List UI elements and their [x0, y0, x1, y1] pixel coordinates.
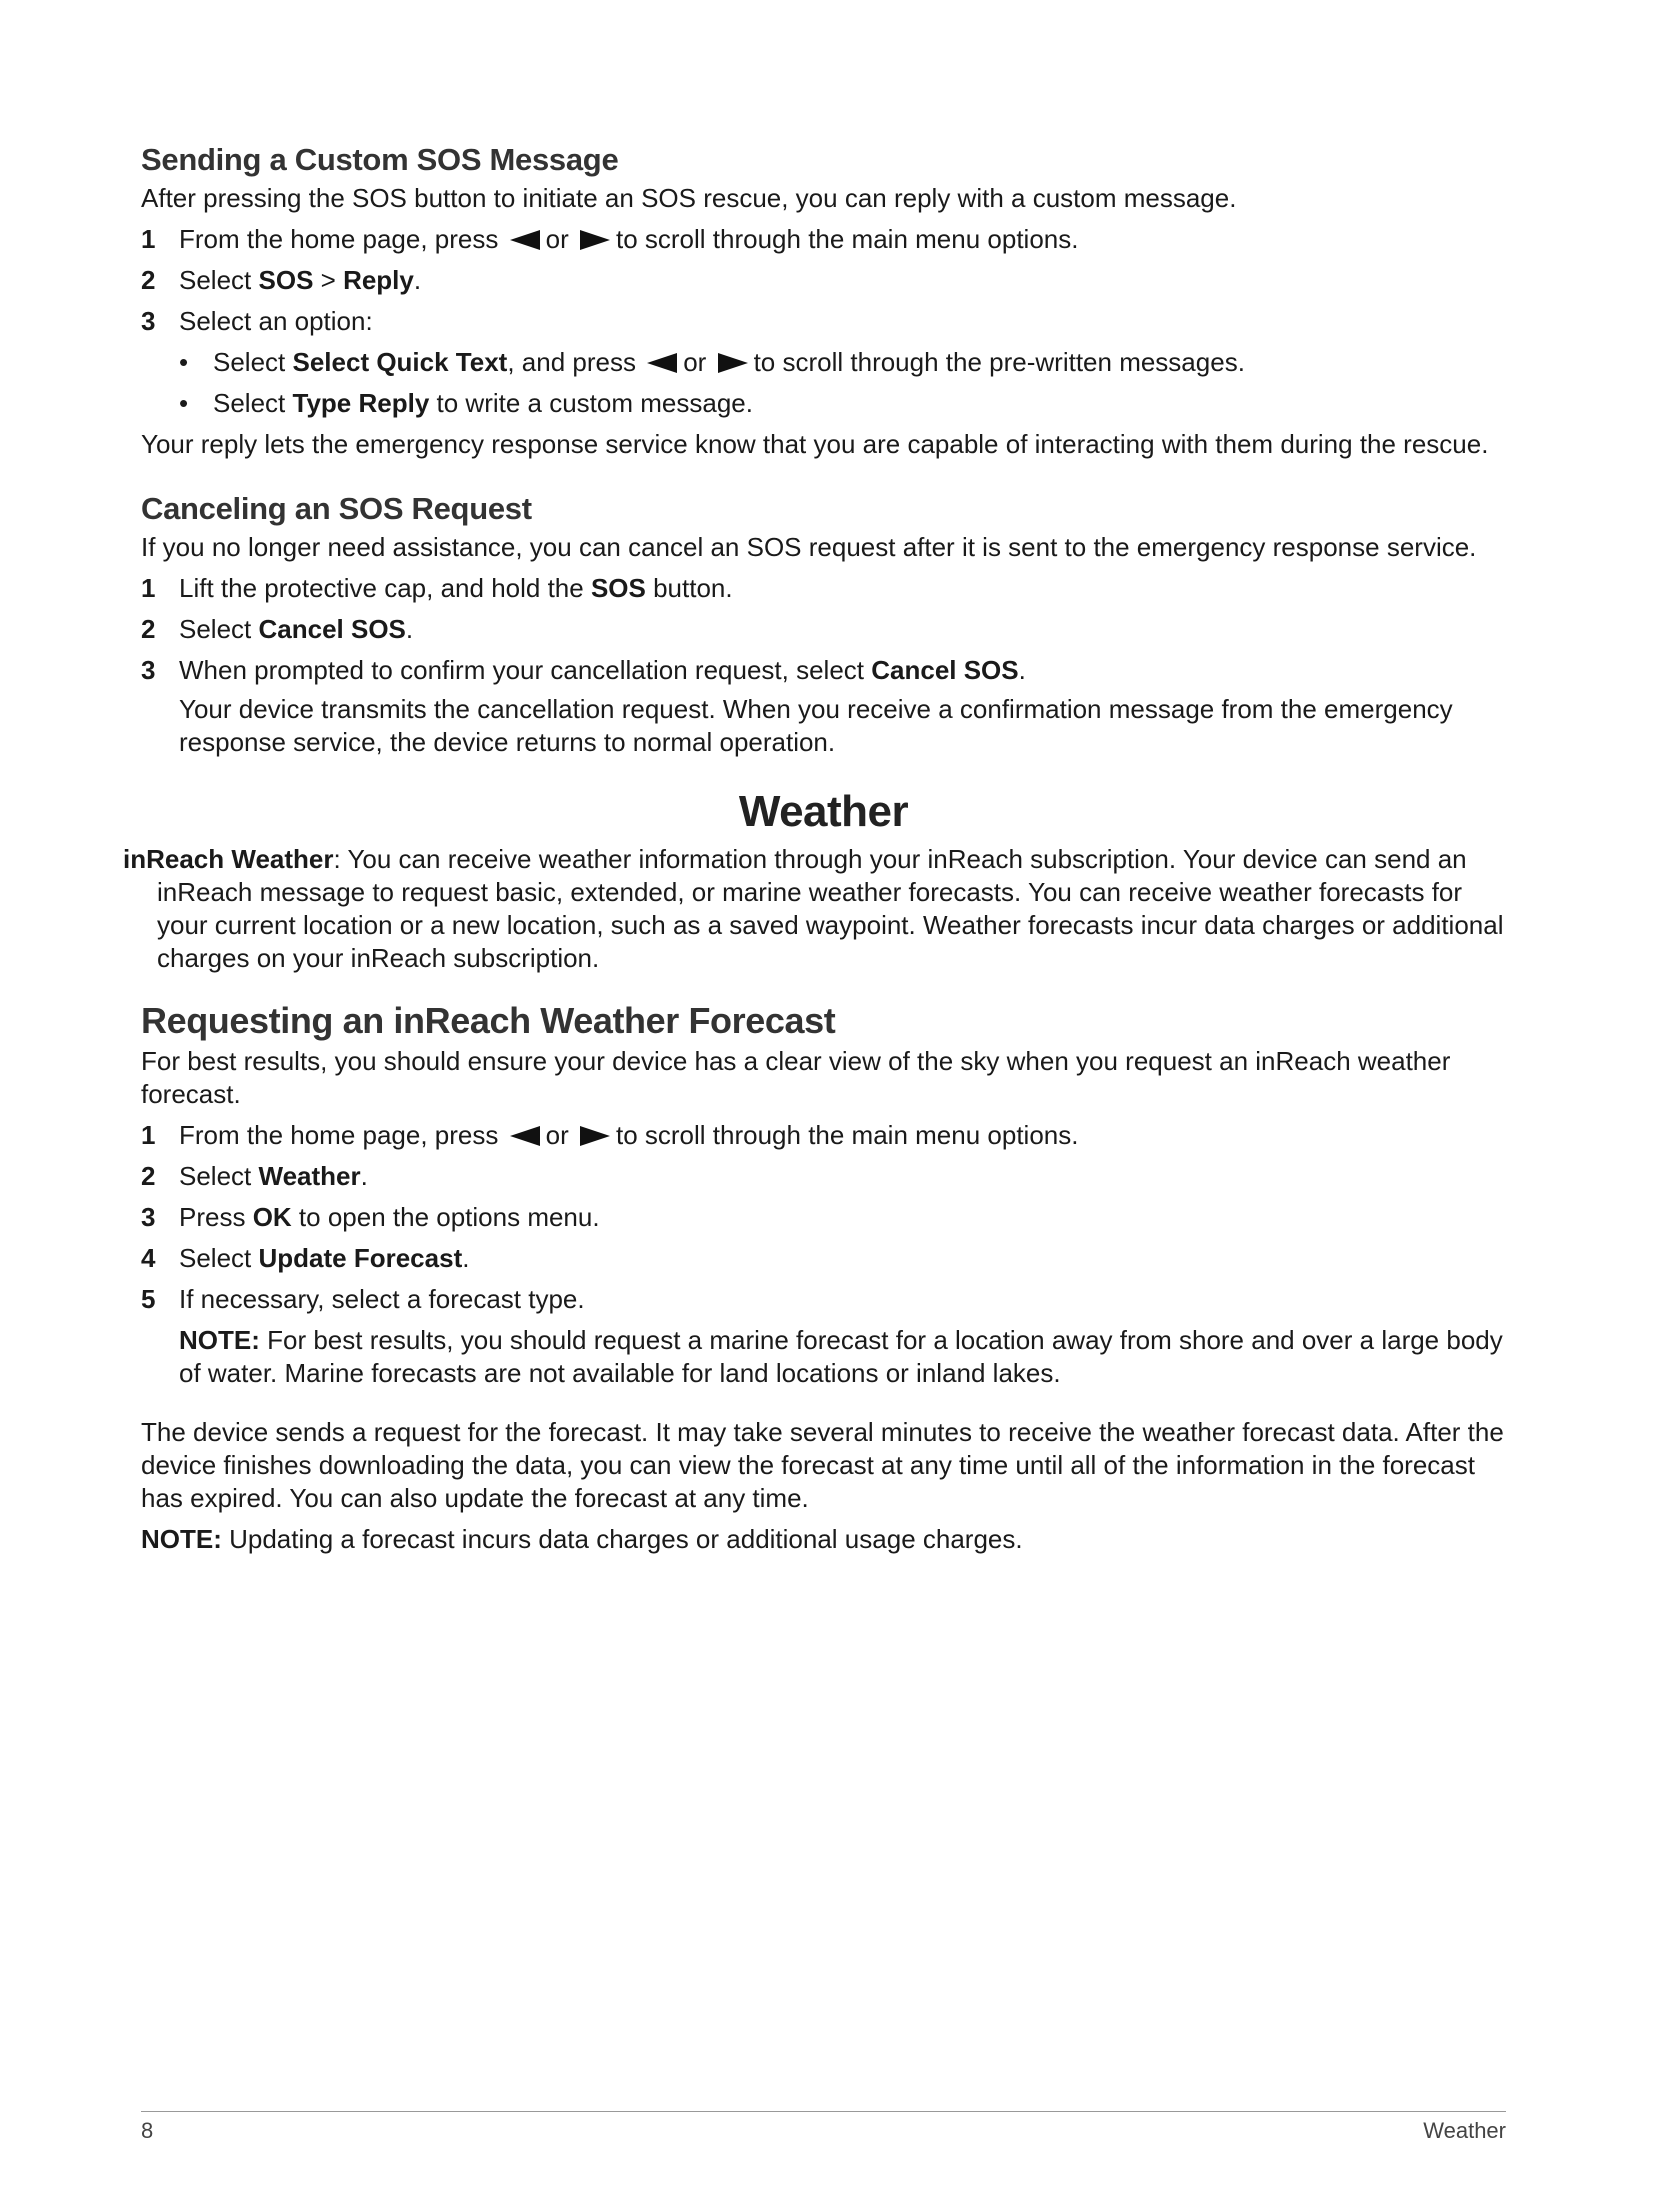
- paragraph-cancel-sos-intro: If you no longer need assistance, you can cancel an SOS request after it is sent to the emergency response service.: [141, 532, 1477, 562]
- menu-item-sos: SOS: [258, 265, 314, 295]
- step-number: 2: [141, 1161, 156, 1191]
- step-text-part: Select: [179, 1161, 259, 1191]
- left-arrow-icon: [647, 353, 677, 373]
- button-name-ok: OK: [252, 1202, 292, 1232]
- step-number: 5: [141, 1284, 156, 1314]
- left-arrow-icon: [510, 1126, 540, 1146]
- section-title-request-forecast: Requesting an inReach Weather Forecast: [141, 1000, 836, 1041]
- step-item: [141, 654, 1506, 687]
- step-text-part: Select: [179, 265, 259, 295]
- step-text-part: to open the options menu.: [291, 1202, 600, 1232]
- paragraph-forecast-intro: For best results, you should ensure your device has a clear view of the sky when you request an inReach weather forecast.: [141, 1046, 1451, 1109]
- step-item: [141, 1201, 1506, 1234]
- step-text: [179, 1119, 1506, 1152]
- menu-item-weather: Weather: [258, 1161, 361, 1191]
- step-text-part: to scroll through the main menu options.: [615, 1120, 1079, 1150]
- step-number: 1: [141, 224, 156, 254]
- step-item: [141, 305, 1506, 338]
- menu-item-cancel-sos: Cancel SOS: [258, 614, 406, 644]
- page-content: [123, 140, 1506, 1556]
- right-arrow-icon: [718, 353, 748, 373]
- section-title-custom-sos: Sending a Custom SOS Message: [141, 142, 619, 177]
- step-text: [179, 654, 1506, 687]
- paragraph-custom-sos-intro: After pressing the SOS button to initiate an SOS rescue, you can reply with a custom message.: [141, 183, 1237, 213]
- step-text-part: .: [360, 1161, 368, 1191]
- step-number: 2: [141, 265, 156, 295]
- step-text-part: .: [462, 1243, 470, 1273]
- step-number: 3: [141, 306, 156, 336]
- step-text-part: to scroll through the main menu options.: [615, 224, 1079, 254]
- bullet-text-part: or: [683, 347, 707, 377]
- step-text-part: .: [405, 614, 414, 644]
- footer-divider: [141, 2111, 1506, 2112]
- step-text: [179, 572, 1506, 605]
- step-text: Select an option:: [179, 306, 373, 336]
- bullet-text-part: Select: [213, 388, 293, 418]
- note-text: For best results, you should request a marine forecast for a location away from shore and over a large body of water. Marine forecasts are not available for land locations or inland lakes.: [179, 1325, 1503, 1388]
- step-item: [141, 572, 1506, 605]
- step-item: [141, 1119, 1506, 1152]
- step-number: 3: [141, 1202, 156, 1232]
- page-number: 8: [141, 2118, 154, 2143]
- right-arrow-icon: [580, 230, 610, 250]
- definition-inreach-weather: [123, 843, 1506, 975]
- step-text-part: Select: [179, 1243, 259, 1273]
- button-name-sos: SOS: [590, 573, 646, 603]
- step-item: [141, 1283, 1506, 1316]
- step-text-part: .: [1018, 655, 1026, 685]
- definition-term: inReach Weather: [123, 844, 334, 874]
- menu-item-type-reply: Type Reply: [292, 388, 430, 418]
- note-data-charges: [141, 1523, 1506, 1556]
- menu-item-reply: Reply: [343, 265, 414, 295]
- step-text: [179, 1242, 1506, 1275]
- step-text-part: or: [545, 1120, 569, 1150]
- step-text-part: Lift the protective cap, and hold the: [179, 573, 591, 603]
- step-item: [141, 1242, 1506, 1275]
- bullet-text-part: , and press: [507, 347, 636, 377]
- step-text: [179, 1201, 1506, 1234]
- step-text: [179, 223, 1506, 256]
- definition-text: : You can receive weather information through your inReach subscription. Your device can send an inReach message to request basic, extended, or marine weather forecasts. You can receive weather forecasts for your current location or a new location, such as a saved waypoint. Weather forecasts incur data charges or additional charges on your inReach subscription.: [157, 844, 1504, 973]
- step-text-part: or: [545, 224, 569, 254]
- step-item: [141, 264, 1506, 297]
- right-arrow-icon: [580, 1126, 610, 1146]
- step-number: 2: [141, 614, 156, 644]
- bullet-dot: •: [179, 347, 189, 377]
- bullet-text: [213, 387, 753, 420]
- step-item: [141, 613, 1506, 646]
- bullet-text: [213, 346, 1245, 379]
- step-text-part: .: [413, 265, 422, 295]
- bullet-text-part: to write a custom message.: [429, 388, 753, 418]
- bullet-item: [179, 346, 1506, 379]
- note-label: NOTE:: [179, 1325, 260, 1355]
- step-text-part: When prompted to confirm your cancellation request, select: [179, 655, 872, 685]
- note-label: NOTE:: [141, 1524, 222, 1554]
- step-number: 1: [141, 1120, 156, 1150]
- step-text-part: Press: [179, 1202, 253, 1232]
- step-result: Your device transmits the cancellation request. When you receive a confirmation message from the emergency response service, the device returns to normal operation.: [179, 694, 1453, 757]
- step-text-part: button.: [645, 573, 733, 603]
- footer-section-name: Weather: [1423, 2118, 1506, 2143]
- step-number: 4: [141, 1243, 156, 1273]
- menu-item-cancel-sos: Cancel SOS: [871, 655, 1019, 685]
- step-text: [179, 613, 1506, 646]
- step-text: [179, 264, 1506, 297]
- bullet-dot: •: [179, 388, 189, 418]
- paragraph-custom-sos-closing: Your reply lets the emergency response service know that you are capable of interacting with them during the rescue.: [141, 429, 1489, 459]
- section-title-cancel-sos: Canceling an SOS Request: [141, 491, 532, 526]
- step-text-part: Select: [179, 614, 259, 644]
- step-item: [141, 1160, 1506, 1193]
- left-arrow-icon: [510, 230, 540, 250]
- step-number: 1: [141, 573, 156, 603]
- paragraph-forecast-closing: The device sends a request for the forecast. It may take several minutes to receive the weather forecast data. After the device finishes downloading the data, you can view the forecast at any time until all of the information in the forecast has expired. You can also update the forecast at any time.: [141, 1417, 1504, 1513]
- bullet-text-part: Select: [213, 347, 293, 377]
- step-text-part: From the home page, press: [179, 1120, 499, 1150]
- note-text: Updating a forecast incurs data charges or additional usage charges.: [221, 1524, 1023, 1554]
- step-text: [179, 1160, 1506, 1193]
- step-text: If necessary, select a forecast type.: [179, 1284, 585, 1314]
- step-text-part: >: [313, 265, 344, 295]
- step-text-part: From the home page, press: [179, 224, 499, 254]
- step-number: 3: [141, 655, 156, 685]
- bullet-item: [179, 387, 1506, 420]
- note-marine-forecast: [179, 1324, 1506, 1390]
- bullet-text-part: to scroll through the pre-written messages.: [753, 347, 1245, 377]
- menu-item-update-forecast: Update Forecast: [258, 1243, 463, 1273]
- menu-item-select-quick-text: Select Quick Text: [292, 347, 508, 377]
- chapter-title: Weather: [738, 787, 909, 836]
- step-item: [141, 223, 1506, 256]
